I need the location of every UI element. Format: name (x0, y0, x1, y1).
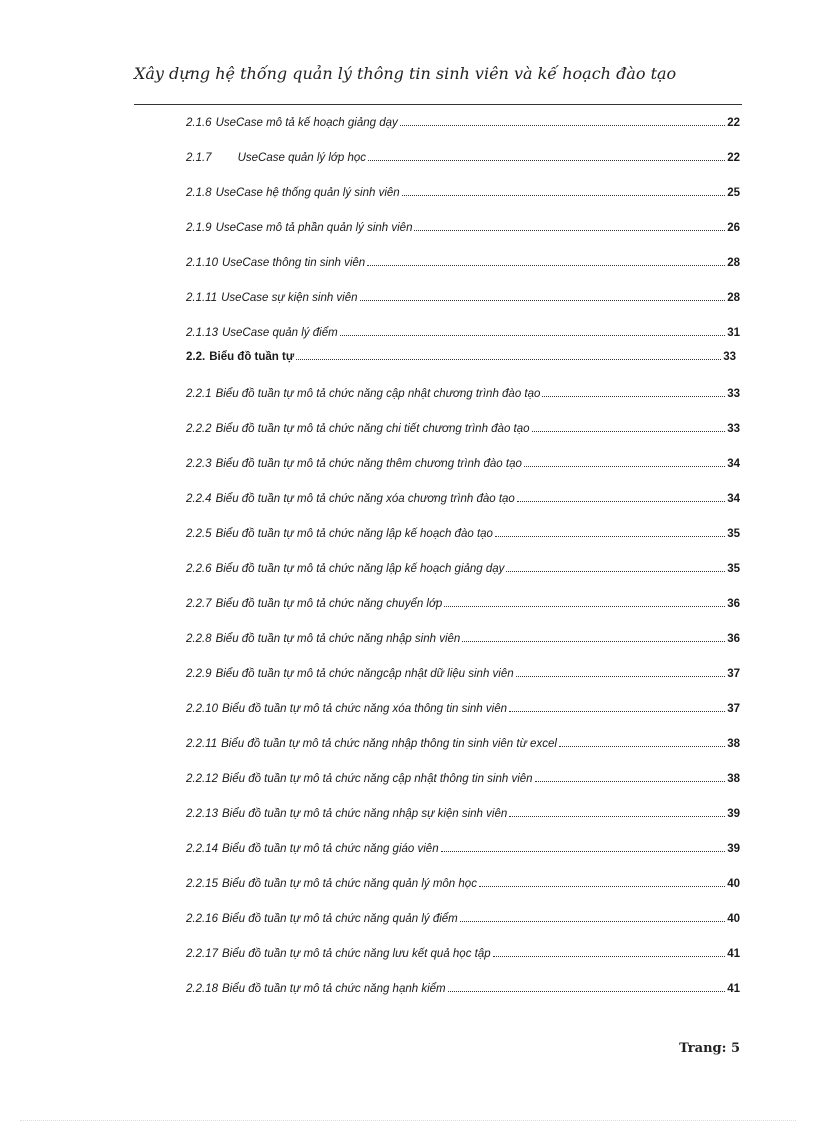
toc-entry-title: Biểu đồ tuần tự mô tả chức năng chuyển lớp (215, 598, 443, 610)
toc-leader-dots (542, 387, 725, 397)
toc-entry-number: 2.1.6 (186, 117, 212, 129)
page-number: Trang: 5 (679, 1041, 740, 1056)
toc-page-number: 22 (727, 117, 740, 129)
toc-leader-dots (368, 151, 725, 161)
toc-row[interactable] (186, 632, 740, 645)
toc-row[interactable] (186, 982, 740, 995)
toc-leader-dots (524, 457, 725, 467)
toc-page-number: 36 (727, 633, 740, 645)
toc-entry-title: UseCase sự kiện sinh viên (221, 292, 358, 304)
toc-entry-number: 2.2.9 (186, 668, 212, 680)
toc-entry-title: Biểu đồ tuần tự mô tả chức năngcập nhật dữ liệu sinh viên (215, 668, 514, 680)
toc-leader-dots (441, 842, 726, 852)
toc-leader-dots (402, 186, 726, 196)
toc-page-number: 25 (727, 187, 740, 199)
toc-page-number: 26 (727, 222, 740, 234)
toc-entry-number: 2.2.5 (186, 528, 212, 540)
toc-entry-title: Biểu đồ tuần tự mô tả chức năng lưu kết quả học tập (221, 948, 491, 960)
toc-leader-dots (495, 527, 725, 537)
toc-entry-title: Biểu đồ tuần tự mô tả chức năng quản lý điểm (221, 913, 458, 925)
toc-entry-title: Biểu đồ tuần tự mô tả chức năng hạnh kiểm (221, 983, 446, 995)
toc-page-number: 39 (727, 808, 740, 820)
toc-row[interactable] (186, 877, 740, 890)
toc-entry-number: 2.2.13 (186, 808, 218, 820)
toc-entry-number: 2.1.11 (186, 292, 218, 304)
toc-row[interactable] (186, 667, 740, 680)
toc-leader-dots (535, 772, 726, 782)
toc-row[interactable] (186, 527, 740, 540)
toc-entry-title: UseCase mô tả kế hoạch giảng dạy (215, 117, 398, 129)
toc-row[interactable] (186, 457, 740, 470)
toc-entry-number: 2.2.16 (186, 913, 218, 925)
toc-row[interactable] (186, 291, 740, 304)
toc-page-number: 33 (723, 351, 736, 363)
toc-page-number: 34 (727, 458, 740, 470)
toc-leader-dots (516, 667, 726, 677)
toc-entry-title: Biểu đồ tuần tự mô tả chức năng cập nhật chương trình đào tạo (215, 388, 541, 400)
toc-entry-title: Biểu đồ tuần tự mô tả chức năng thêm chương trình đào tạo (215, 458, 522, 470)
toc-entry-title: Biểu đồ tuần tự mô tả chức năng lập kế hoạch giảng dạy (215, 563, 505, 575)
toc-entry-number: 2.2.4 (186, 493, 212, 505)
toc-page-number: 22 (727, 152, 740, 164)
toc-leader-dots (493, 947, 726, 957)
toc-leader-dots (414, 221, 725, 231)
toc-row[interactable] (186, 772, 740, 785)
toc-page-number: 41 (727, 948, 740, 960)
toc-row[interactable] (186, 387, 740, 400)
toc-page-number: 37 (727, 703, 740, 715)
toc-row[interactable] (186, 702, 740, 715)
toc-leader-dots (462, 632, 725, 642)
toc-page-number: 41 (727, 983, 740, 995)
toc-entry-title: UseCase thông tin sinh viên (221, 257, 366, 269)
toc-row[interactable] (186, 492, 740, 505)
toc-entry-title: Biểu đồ tuần tự mô tả chức năng chi tiết chương trình đào tạo (215, 423, 530, 435)
toc-leader-dots (559, 737, 725, 747)
toc-page-number: 34 (727, 493, 740, 505)
toc-page-number: 28 (727, 292, 740, 304)
toc-entry-title: Biểu đồ tuần tự mô tả chức năng cập nhật thông tin sinh viên (221, 773, 533, 785)
toc-entry-title: Biểu đồ tuần tự mô tả chức năng quản lý môn học (221, 878, 477, 890)
toc-entry-title: Biểu đồ tuần tự mô tả chức năng xóa thông tin sinh viên (221, 703, 507, 715)
toc-entry-number: 2.2.1 (186, 388, 212, 400)
toc-entry-number: 2.2.11 (186, 738, 218, 750)
toc-row[interactable] (186, 737, 740, 750)
toc-entry-number: 2.2.17 (186, 948, 218, 960)
toc-leader-dots (509, 702, 725, 712)
toc-leader-dots (340, 326, 726, 336)
toc-entry-number: 2.2.12 (186, 773, 218, 785)
toc-page-number: 38 (727, 773, 740, 785)
toc-entry-number: 2.2.18 (186, 983, 218, 995)
toc-row[interactable] (186, 947, 740, 960)
toc-page-number: 31 (727, 327, 740, 339)
toc-row[interactable] (186, 326, 740, 339)
toc-page-number: 33 (727, 388, 740, 400)
toc-leader-dots (532, 422, 726, 432)
toc-row[interactable] (186, 422, 740, 435)
toc-entry-number: 2.1.13 (186, 327, 218, 339)
toc-entry-number: 2.2. (186, 351, 206, 363)
toc-page-number: 39 (727, 843, 740, 855)
toc-row[interactable] (186, 597, 740, 610)
toc-leader-dots (509, 807, 725, 817)
toc-leader-dots (517, 492, 725, 502)
toc-entry-title: Biểu đồ tuần tự mô tả chức năng nhập sinh viên (215, 633, 461, 645)
toc-page-number: 35 (727, 563, 740, 575)
toc-entry-title: Biểu đồ tuần tự mô tả chức năng nhập sự kiện sinh viên (221, 808, 508, 820)
toc-entry-number: 2.2.8 (186, 633, 212, 645)
toc-row[interactable] (186, 221, 740, 234)
toc-leader-dots (296, 350, 721, 360)
toc-row[interactable] (186, 116, 740, 129)
toc-leader-dots (444, 597, 725, 607)
toc-entry-number: 2.2.2 (186, 423, 212, 435)
toc-leader-dots (479, 877, 725, 887)
toc-leader-dots (448, 982, 726, 992)
toc-page-number: 40 (727, 878, 740, 890)
toc-leader-dots (360, 291, 726, 301)
toc-entry-number: 2.1.10 (186, 257, 218, 269)
toc-leader-dots (460, 912, 725, 922)
toc-row[interactable] (186, 562, 740, 575)
toc-entry-number: 2.2.10 (186, 703, 218, 715)
toc-row[interactable] (186, 842, 740, 855)
toc-entry-number: 2.2.14 (186, 843, 218, 855)
toc-entry-title: Biểu đồ tuần tự mô tả chức năng lập kế hoạch đào tạo (215, 528, 493, 540)
toc-entry-number: 2.2.15 (186, 878, 218, 890)
toc-page-number: 35 (727, 528, 740, 540)
toc-page-number: 37 (727, 668, 740, 680)
toc-row[interactable] (186, 151, 740, 164)
toc-entry-number: 2.2.7 (186, 598, 212, 610)
running-header-title: Xây dựng hệ thống quản lý thông tin sinh viên và kế hoạch đào tạo (134, 64, 677, 83)
toc-entry-title: Biểu đồ tuần tự mô tả chức năng nhập thông tin sinh viên từ excel (221, 738, 557, 750)
toc-entry-title: Biểu đồ tuần tự mô tả chức năng giáo viên (221, 843, 439, 855)
toc-row[interactable] (186, 256, 740, 269)
toc-page-number: 36 (727, 598, 740, 610)
toc-entry-number: 2.1.8 (186, 187, 212, 199)
toc-row[interactable] (186, 807, 740, 820)
toc-entry-title: UseCase mô tả phần quản lý sinh viên (215, 222, 413, 234)
toc-entry-number: 2.1.9 (186, 222, 212, 234)
toc-leader-dots (506, 562, 725, 572)
toc-leader-dots (367, 256, 725, 266)
toc-row[interactable] (186, 186, 740, 199)
toc-entry-title: UseCase hệ thống quản lý sinh viên (215, 187, 400, 199)
toc-page-number: 33 (727, 423, 740, 435)
toc-entry-number: 2.2.6 (186, 563, 212, 575)
toc-row[interactable] (186, 912, 740, 925)
toc-page-number: 40 (727, 913, 740, 925)
toc-entry-title: Biểu đồ tuần tự (209, 351, 295, 363)
toc-entry-title: Biểu đồ tuần tự mô tả chức năng xóa chương trình đào tạo (215, 493, 515, 505)
toc-page-number: 28 (727, 257, 740, 269)
toc-page-number: 38 (727, 738, 740, 750)
page-bottom-edge (20, 1120, 796, 1121)
toc-entry-number: 2.2.3 (186, 458, 212, 470)
toc-entry-title: UseCase quản lý điểm (221, 327, 338, 339)
toc-leader-dots (400, 116, 725, 126)
toc-entry-number: 2.1.7 (186, 152, 212, 164)
toc-section-row[interactable] (186, 350, 736, 363)
toc-entry-title: UseCase quản lý lớp học (237, 152, 366, 164)
